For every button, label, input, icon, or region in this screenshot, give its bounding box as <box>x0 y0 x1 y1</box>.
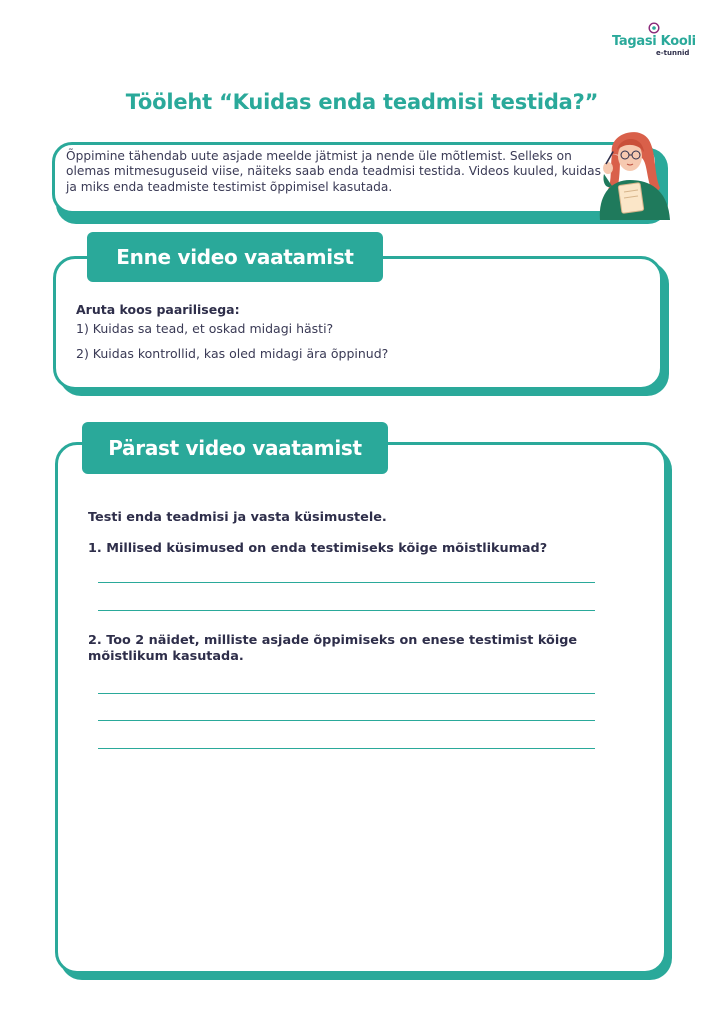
page-title: Tööleht “Kuidas enda teadmisi testida?” <box>125 90 599 114</box>
answer-line-5[interactable] <box>98 748 595 749</box>
logo-brand: Tagasi Kooli <box>612 34 696 49</box>
answer-line-1[interactable] <box>98 582 595 583</box>
answer-line-4[interactable] <box>98 720 595 721</box>
after-question-2: 2. Too 2 näidet, milliste asjade õppimiseks on enese testimist kõige mõistlikum kasutada. <box>88 633 578 664</box>
target-icon <box>648 22 660 34</box>
after-section-heading: Pärast video vaatamist <box>82 422 388 474</box>
discuss-label: Aruta koos paarilisega: <box>76 302 240 317</box>
logo <box>610 22 700 58</box>
before-question-1: 1) Kuidas sa tead, et oskad midagi hästi? <box>76 321 334 336</box>
logo-subtitle: e-tunnid <box>656 49 690 57</box>
before-section-heading: Enne video vaatamist <box>87 232 383 282</box>
intro-text: Õppimine tähendab uute asjade meelde jätmist ja nende üle mõtlemist. Selleks on olemas mitmesuguseid viise, näiteks saab enda teadmisi testida. Videos kuuled, kuidas ja miks enda teadmiste testimist õppimisel kasutada. <box>66 149 601 194</box>
after-question-1: 1. Millised küsimused on enda testimiseks kõige mõistlikumad? <box>88 541 548 556</box>
answer-line-3[interactable] <box>98 693 595 694</box>
after-intro: Testi enda teadmisi ja vasta küsimustele. <box>88 510 387 525</box>
before-question-2: 2) Kuidas kontrollid, kas oled midagi ära õppinud? <box>76 346 389 361</box>
answer-line-2[interactable] <box>98 610 595 611</box>
woman-thinking-illustration <box>590 124 676 220</box>
